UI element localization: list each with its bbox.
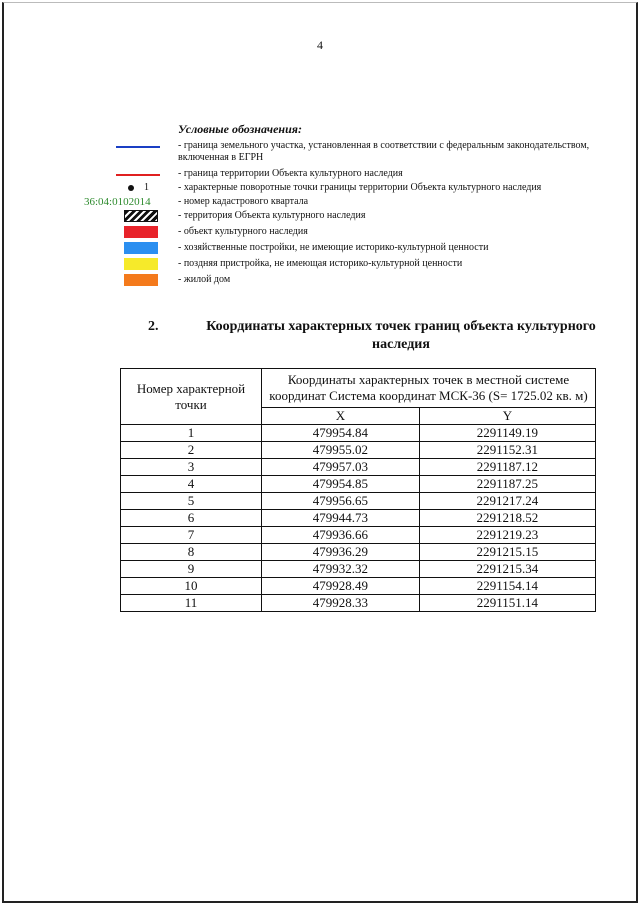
legend-text: - номер кадастрового квартала — [178, 196, 309, 207]
cell-n: 5 — [121, 493, 262, 510]
table-row — [121, 527, 596, 544]
table-row — [121, 510, 596, 527]
cell-y: 2291154.14 — [419, 578, 595, 595]
legend-text: - граница земельного участка, установленная в соответствии с федеральным законодательством, включенная в ЕГРН — [178, 140, 590, 163]
header-y: Y — [419, 408, 595, 425]
cell-y: 2291187.25 — [419, 476, 595, 493]
legend-text: - хозяйственные постройки, не имеющие историко-культурной ценности — [178, 242, 489, 253]
legend-text: - характерные поворотные точки границы территории Объекта культурного наследия — [178, 182, 542, 193]
cell-n: 10 — [121, 578, 262, 595]
cell-n: 4 — [121, 476, 262, 493]
cell-x: 479928.49 — [262, 578, 420, 595]
table-body — [121, 425, 596, 612]
legend-text: - территория Объекта культурного наследия — [178, 210, 366, 221]
legend-item-turning-points — [84, 182, 624, 196]
blue-line-symbol — [116, 146, 160, 148]
header-x: X — [262, 408, 420, 425]
cell-x: 479955.02 — [262, 442, 420, 459]
legend-text: - поздняя пристройка, не имеющая историко-культурной ценности — [178, 258, 463, 269]
legend-item-late-extension — [84, 258, 624, 274]
cell-y: 2291218.52 — [419, 510, 595, 527]
section-title: Координаты характерных точек границ объекта культурного наследия — [206, 319, 596, 352]
cell-y: 2291152.31 — [419, 442, 595, 459]
header-point-number: Номер характерной точки — [121, 369, 262, 425]
cell-x: 479954.85 — [262, 476, 420, 493]
cell-n: 2 — [121, 442, 262, 459]
cell-x: 479932.32 — [262, 561, 420, 578]
cell-x: 479944.73 — [262, 510, 420, 527]
header-coordinates: Координаты характерных точек в местной системе координат Система координат МСК-36 (S= 1725.02 кв. м) — [262, 369, 596, 408]
cell-y: 2291187.12 — [419, 459, 595, 476]
legend-item-heritage-object — [84, 226, 624, 242]
yellow-swatch-icon — [124, 258, 158, 270]
cell-x: 479957.03 — [262, 459, 420, 476]
legend-text: - жилой дом — [178, 274, 231, 285]
cell-n: 3 — [121, 459, 262, 476]
cell-n: 6 — [121, 510, 262, 527]
cell-y: 2291219.23 — [419, 527, 595, 544]
point-label: 1 — [144, 182, 149, 193]
cell-y: 2291151.14 — [419, 595, 595, 612]
legend-item-outbuildings — [84, 242, 624, 258]
legend-item-egrn-boundary — [84, 140, 624, 168]
cell-x: 479936.29 — [262, 544, 420, 561]
cell-x: 479936.66 — [262, 527, 420, 544]
table-row — [121, 561, 596, 578]
cell-x: 479928.33 — [262, 595, 420, 612]
cell-y: 2291217.24 — [419, 493, 595, 510]
cell-n: 9 — [121, 561, 262, 578]
cell-n: 1 — [121, 425, 262, 442]
cell-n: 7 — [121, 527, 262, 544]
table-row — [121, 459, 596, 476]
cell-n: 11 — [121, 595, 262, 612]
table-row — [121, 442, 596, 459]
table-row — [121, 476, 596, 493]
page-number: 4 — [317, 38, 323, 52]
cadastral-number-symbol: 36:04:0102014 — [84, 196, 151, 208]
table-row — [121, 578, 596, 595]
hatch-swatch-icon — [124, 210, 158, 222]
red-swatch-icon — [124, 226, 158, 238]
cell-y: 2291149.19 — [419, 425, 595, 442]
legend-item-heritage-boundary — [84, 168, 624, 182]
cell-n: 8 — [121, 544, 262, 561]
cell-x: 479956.65 — [262, 493, 420, 510]
cell-y: 2291215.34 — [419, 561, 595, 578]
orange-swatch-icon — [124, 274, 158, 286]
point-dot-icon — [128, 185, 134, 191]
legend-text: - граница территории Объекта культурного наследия — [178, 168, 403, 179]
table-row — [121, 544, 596, 561]
table-row — [121, 425, 596, 442]
legend-item-heritage-territory — [84, 210, 624, 226]
table-row — [121, 595, 596, 612]
coordinates-table — [120, 368, 596, 612]
red-line-symbol — [116, 174, 160, 176]
legend-item-residential-house — [84, 274, 624, 290]
legend-text: - объект культурного наследия — [178, 226, 308, 237]
legend — [84, 140, 624, 290]
section-number: 2. — [148, 319, 159, 334]
cell-x: 479954.84 — [262, 425, 420, 442]
cell-y: 2291215.15 — [419, 544, 595, 561]
table-row — [121, 493, 596, 510]
legend-item-cadastral-quarter — [84, 196, 624, 210]
legend-title: Условные обозначения: — [178, 122, 302, 136]
blue-swatch-icon — [124, 242, 158, 254]
